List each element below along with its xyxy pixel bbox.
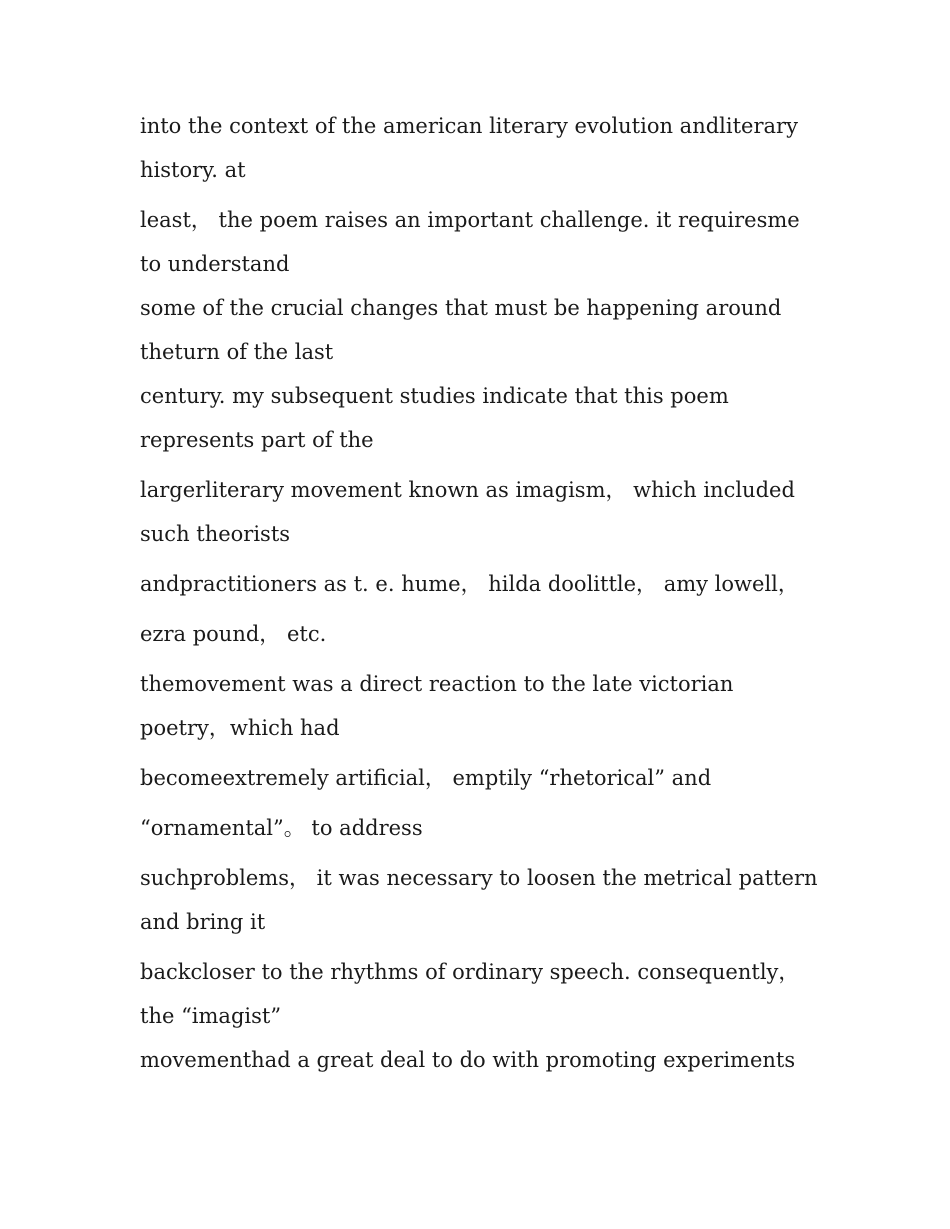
paragraph: into the context of the american literary evolution andliterary history. at [140,114,798,182]
paragraph: largerliterary movement known as imagism， which included such theorists [140,478,795,546]
paragraph: “ornamental”。 to address [140,816,423,840]
paragraph: suchproblems， it was necessary to loosen the metrical pattern and bring it [140,866,818,934]
paragraph: becomeextremely artificial， emptily “rhetorical” and [140,766,712,790]
paragraph: backcloser to the rhythms of ordinary speech. consequently， the “imagist” [140,960,800,1028]
paragraph: movementhad a great deal to do with promoting experiments [140,1048,796,1072]
paragraph: least， the poem raises an important challenge. it requiresme to understand [140,208,800,276]
paragraph: ezra pound， etc. [140,622,327,646]
paragraph: andpractitioners as t. e. hume， hilda doolittle， amy lowell， [140,572,799,596]
paragraph: themovement was a direct reaction to the late victorian poetry，which had [140,672,734,740]
paragraph: century. my subsequent studies indicate that this poem represents part of the [140,384,729,452]
body-text [140,104,820,1082]
paragraph: some of the crucial changes that must be happening around theturn of the last [140,296,782,364]
